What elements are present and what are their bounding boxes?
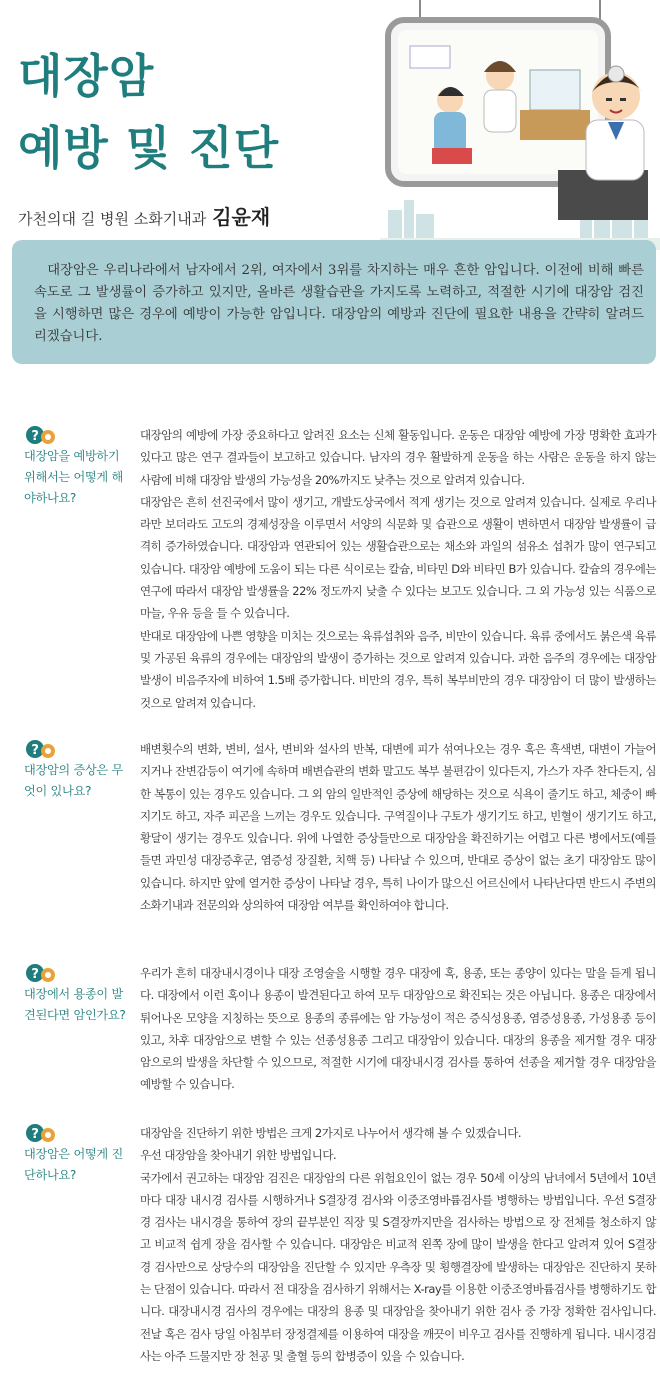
question bbox=[24, 738, 128, 802]
question-text: 대장암의 증상은 무엇이 있나요? bbox=[24, 763, 123, 798]
answer bbox=[140, 1122, 656, 1367]
answer-paragraph: 배변횟수의 변화, 변비, 설사, 변비와 설사의 반복, 대변에 피가 섞여나오는 경우 혹은 흑색변, 대변이 가늘어 지거나 잔변감등이 여기에 속하며 배변습관의 변화 말고도 복부 불편감이 있다든지, 가스가 자주 찬다든지, 심한 복통이 있는 경우도 있습니다. 그 외 암의 일반적인 증상에 해당하는 것으로 식욕이 줄기도 하고, 체중이 빠지기도 하고, 자주 피곤을 느끼는 경우도 있습니다. 구역질이나 구토가 생기기도 하고, 빈혈이 생기기도 하고, 황달이 생기는 경우도 있습니다. 위에 나열한 증상들만으로 대장암을 확진하기는 어렵고 다른 병에서도(예를 들면 과민성 대장증후군, 염증성 장질환, 치핵 등) 나타날 수 있으며, 반대로 증상이 없는 초기 대장암도 많이 있습니다. 하지만 앞에 열거한 증상이 나타날 경우, 특히 나이가 많으신 어르신에서 나타난다면 반드시 주변의 소화기내과 전문의와 상의하여 대장암 여부를 확인하여야 합니다. bbox=[140, 742, 656, 913]
question-mark-icon bbox=[24, 424, 58, 446]
answer-paragraph: 대장암은 흔히 선진국에서 많이 생기고, 개발도상국에서 적게 생기는 것으로 알려져 있습니다. 실제로 우리나라만 보더라도 고도의 경제성장을 이루면서 서양의 식문화 및 습관으로 생활이 변하면서 대장암 발생률이 급격히 증가하였습니다. 대장암과 연관되어 있는 생활습관으로는 채소와 과일의 섬유소 섭취가 많이 연구되고 있습니다. 대장암 예방에 도움이 되는 다른 식이로는 칼슘, 비타민 D와 비타민 B가 있습니다. 칼슘의 경우에는 연구에 따라서 대장암 발생률을 22% 정도까지 낮출 수 있다는 보고도 있습니다. 그 외 가능성 있는 식품으로 마늘, 우유 등을 들 수 있습니다. bbox=[140, 494, 656, 621]
answer-paragraph: 국가에서 권고하는 대장암 검진은 대장암의 다른 위험요인이 없는 경우 50세 이상의 남녀에서 5년에서 10년 마다 대장 내시경 검사를 시행하거나 S결장경 검사와 이중조영바륨검사를 병행하는 방법입니다. 우선 S결장경 검사는 내시경을 통하여 장의 끝부분인 직장 및 S결장까지만을 검사하는 방법으로 장 전체를 청소하지 않고 비교적 쉽게 장을 검사할 수 있습니다. 대장암은 비교적 왼쪽 장에 많이 발생을 한다고 알려져 있어 S결장경 검사만으로 상당수의 대장암을 진단할 수 있지만 우측장 및 횡행결장에 발생하는 대장암은 진단하지 못하는 단점이 있습니다. 따라서 전 대장을 검사하기 위해서는 X-ray를 이용한 이중조영바륨검사를 병행하기도 합니다. 대장내시경 검사의 경우에는 대장의 용종 및 대장암을 찾아내기 위한 검사 중 가장 정확한 검사입니다. 전날 혹은 검사 당일 아침부터 장정결제를 이용하여 대장을 깨끗이 비우고 검사를 진행하게 됩니다. 내시경검사는 아주 드물지만 장 천공 및 출혈 등의 합병증이 있을 수 있습니다. bbox=[140, 1170, 656, 1363]
question-mark-icon bbox=[24, 738, 58, 760]
question bbox=[24, 962, 128, 1026]
byline bbox=[18, 201, 270, 230]
question bbox=[24, 424, 128, 509]
question bbox=[24, 1122, 128, 1186]
page-title-line1: 대장암 bbox=[18, 49, 155, 103]
answer bbox=[140, 962, 656, 1096]
question-text: 대장에서 용종이 발견된다면 암인가요? bbox=[24, 987, 126, 1022]
author-name: 김윤재 bbox=[212, 205, 271, 229]
doctor-illustration bbox=[380, 0, 660, 250]
question-text: 대장암을 예방하기 위해서는 어떻게 해야하나요? bbox=[24, 449, 123, 505]
svg-text:?: ? bbox=[31, 967, 39, 982]
svg-text:?: ? bbox=[31, 1127, 39, 1142]
page-title-line2: 예방 및 진단 bbox=[18, 121, 280, 175]
question-text: 대장암은 어떻게 진단하나요? bbox=[24, 1147, 123, 1182]
svg-text:?: ? bbox=[31, 743, 39, 758]
intro-box: 대장암은 우리나라에서 남자에서 2위, 여자에서 3위를 차지하는 매우 흔한 암입니다. 이전에 비해 빠른 속도로 그 발생률이 증가하고 있지만, 올바른 생활습관을 가지도록 노력하고, 적절한 시기에 대장암 검진을 시행하면 많은 경우에 예방이 가능한 암입니다. 대장암의 예방과 진단에 필요한 내용을 간략히 알려드리겠습니다. bbox=[12, 240, 656, 364]
answer bbox=[140, 424, 656, 714]
svg-text:?: ? bbox=[31, 429, 39, 444]
answer bbox=[140, 738, 656, 916]
answer-paragraph: 반대로 대장암에 나쁜 영향을 미치는 것으로는 육류섭취와 음주, 비만이 있습니다. 육류 중에서도 붉은색 육류 및 가공된 육류의 경우에는 대장암의 발생이 증가하는 것으로 알려져 있습니다. 과한 음주의 경우에는 대장암 발생이 비음주자에 비하여 1.5배 증가합니다. 비만의 경우, 특히 복부비만의 경우 대장암이 더 많이 발생하는 것으로 알려져 있습니다. bbox=[140, 628, 656, 710]
answer-paragraph: 우리가 흔히 대장내시경이나 대장 조영술을 시행할 경우 대장에 혹, 용종, 또는 종양이 있다는 말을 듣게 됩니다. 대장에서 이런 혹이나 용종이 발견된다고 하여 모두 대장암으로 확진되는 것은 아닙니다. 용종은 대장에서 튀어나온 모양을 지칭하는 뜻으로 용종의 종류에는 암 가능성이 적은 증식성용종, 염증성용종, 가성용종 등이 있고, 차후 대장암으로 변할 수 있는 선종성용종 그리고 대장암이 있습니다. 대장의 용종을 제거할 경우 대장암으로의 발생을 차단할 수 있으므로, 적절한 시기에 대장내시경 검사를 통하여 선종을 제거할 경우 대장암을 예방할 수 있습니다. bbox=[140, 966, 656, 1092]
question-mark-icon bbox=[24, 1122, 58, 1144]
answer-paragraph: 대장암을 진단하기 위한 방법은 크게 2가지로 나누어서 생각해 볼 수 있겠습니다. bbox=[140, 1126, 522, 1140]
affiliation: 가천의대 길 병원 소화기내과 bbox=[18, 210, 207, 228]
answer-paragraph: 대장암의 예방에 가장 중요하다고 알려진 요소는 신체 활동입니다. 운동은 대장암 예방에 가장 명확한 효과가 있다고 많은 연구 결과들이 보고하고 있습니다. 남자의 경우 활발하게 운동을 하는 사람은 운동을 하지 않는 사람에 비해 대장암 발생의 가능성을 20%까지도 낮추는 것으로 알려져 있습니다. bbox=[140, 428, 656, 487]
answer-paragraph: 우선 대장암을 찾아내기 위한 방법입니다. bbox=[140, 1148, 337, 1163]
question-mark-icon bbox=[24, 962, 58, 984]
